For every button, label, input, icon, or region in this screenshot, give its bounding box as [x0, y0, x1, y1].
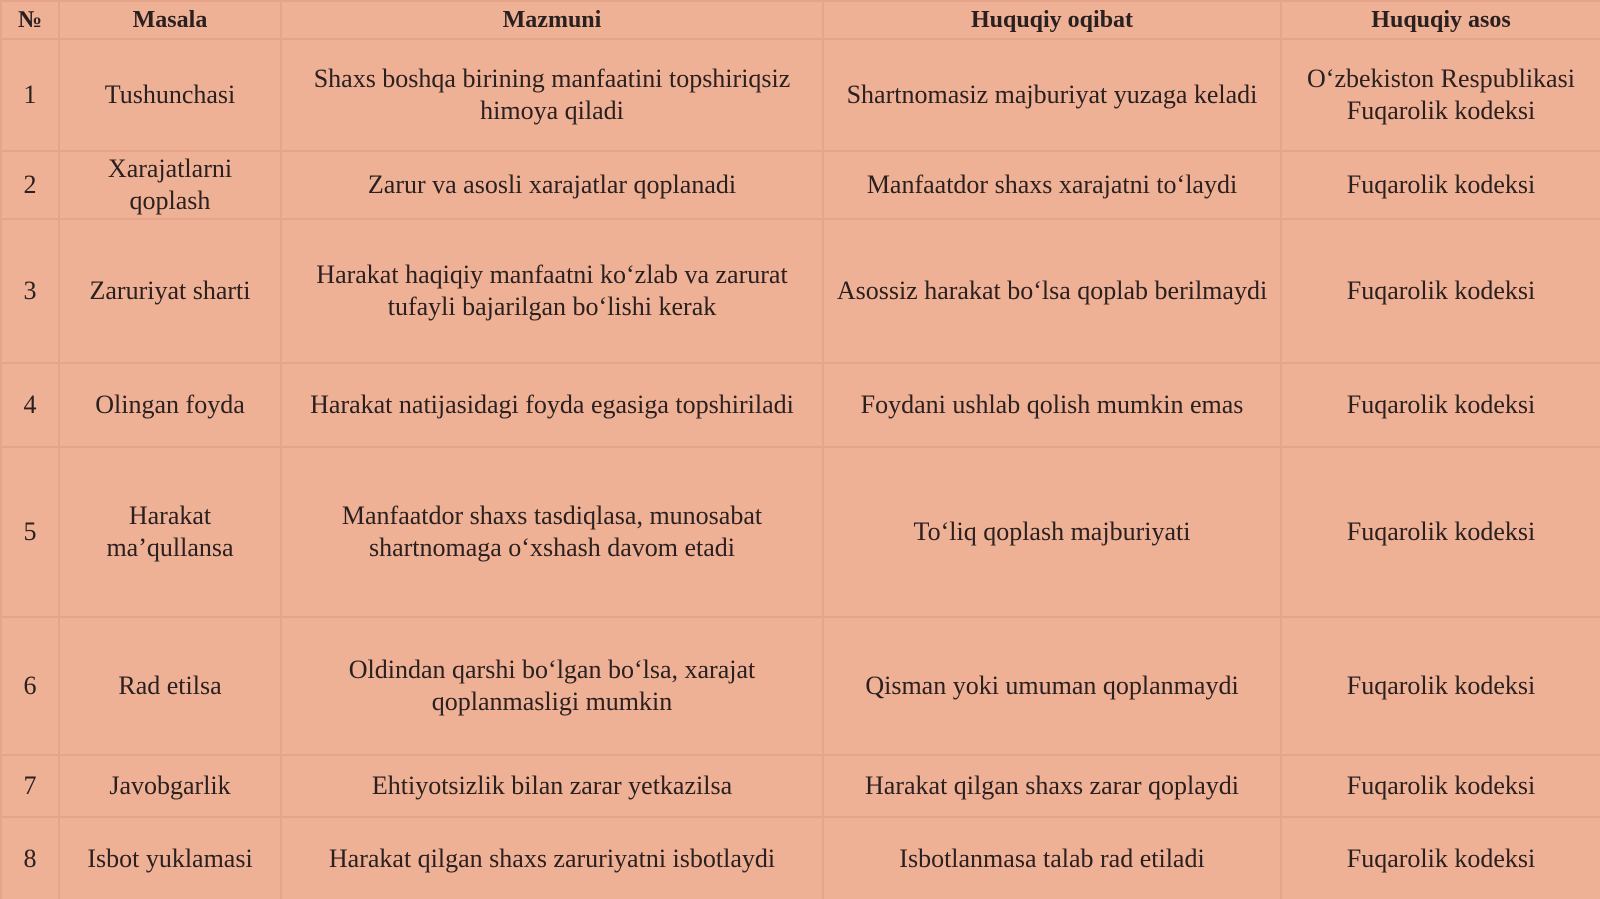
content-cell: Harakat qilgan shaxs zaruriyatni isbotlaydi	[281, 817, 823, 899]
issue-cell: Harakat ma’qullansa	[59, 447, 281, 617]
table-row	[1, 39, 1600, 151]
issue-cell: Xarajatlarni qoplash	[59, 151, 281, 219]
header-row	[1, 1, 1600, 39]
row-number: 1	[1, 39, 59, 151]
consequence-cell: Qisman yoki umuman qoplanmaydi	[823, 617, 1281, 755]
header-basis: Huquqiy asos	[1281, 1, 1600, 39]
header-content: Mazmuni	[281, 1, 823, 39]
issue-cell: Isbot yuklamasi	[59, 817, 281, 899]
row-number: 5	[1, 447, 59, 617]
table-row	[1, 755, 1600, 817]
content-cell: Shaxs boshqa birining manfaatini topshiriqsiz himoya qiladi	[281, 39, 823, 151]
basis-cell: Fuqarolik kodeksi	[1281, 617, 1600, 755]
issue-cell: Javobgarlik	[59, 755, 281, 817]
issue-cell: Olingan foyda	[59, 363, 281, 447]
consequence-cell: Shartnomasiz majburiyat yuzaga keladi	[823, 39, 1281, 151]
issue-cell: Tushunchasi	[59, 39, 281, 151]
consequence-cell: Manfaatdor shaxs xarajatni to‘laydi	[823, 151, 1281, 219]
row-number: 3	[1, 219, 59, 363]
basis-cell: Fuqarolik kodeksi	[1281, 363, 1600, 447]
issue-cell: Zaruriyat sharti	[59, 219, 281, 363]
table-row	[1, 151, 1600, 219]
basis-cell: Fuqarolik kodeksi	[1281, 151, 1600, 219]
table-row	[1, 219, 1600, 363]
content-cell: Harakat haqiqiy manfaatni ko‘zlab va zarurat tufayli bajarilgan bo‘lishi kerak	[281, 219, 823, 363]
content-cell: Harakat natijasidagi foyda egasiga topshiriladi	[281, 363, 823, 447]
table-row	[1, 447, 1600, 617]
consequence-cell: To‘liq qoplash majburiyati	[823, 447, 1281, 617]
row-number: 8	[1, 817, 59, 899]
content-cell: Manfaatdor shaxs tasdiqlasa, munosabat shartnomaga o‘xshash davom etadi	[281, 447, 823, 617]
header-issue: Masala	[59, 1, 281, 39]
row-number: 2	[1, 151, 59, 219]
content-cell: Zarur va asosli xarajatlar qoplanadi	[281, 151, 823, 219]
row-number: 6	[1, 617, 59, 755]
header-consequence: Huquqiy oqibat	[823, 1, 1281, 39]
basis-cell: O‘zbekiston Respublikasi Fuqarolik kodeksi	[1281, 39, 1600, 151]
row-number: 7	[1, 755, 59, 817]
basis-cell: Fuqarolik kodeksi	[1281, 447, 1600, 617]
consequence-cell: Asossiz harakat bo‘lsa qoplab berilmaydi	[823, 219, 1281, 363]
content-cell: Ehtiyotsizlik bilan zarar yetkazilsa	[281, 755, 823, 817]
basis-cell: Fuqarolik kodeksi	[1281, 755, 1600, 817]
consequence-cell: Isbotlanmasa talab rad etiladi	[823, 817, 1281, 899]
consequence-cell: Harakat qilgan shaxs zarar qoplaydi	[823, 755, 1281, 817]
issue-cell: Rad etilsa	[59, 617, 281, 755]
basis-cell: Fuqarolik kodeksi	[1281, 219, 1600, 363]
header-number: №	[1, 1, 59, 39]
consequence-cell: Foydani ushlab qolish mumkin emas	[823, 363, 1281, 447]
table-row	[1, 817, 1600, 899]
table-row	[1, 363, 1600, 447]
row-number: 4	[1, 363, 59, 447]
content-cell: Oldindan qarshi bo‘lgan bo‘lsa, xarajat qoplanmasligi mumkin	[281, 617, 823, 755]
table-row	[1, 617, 1600, 755]
basis-cell: Fuqarolik kodeksi	[1281, 817, 1600, 899]
